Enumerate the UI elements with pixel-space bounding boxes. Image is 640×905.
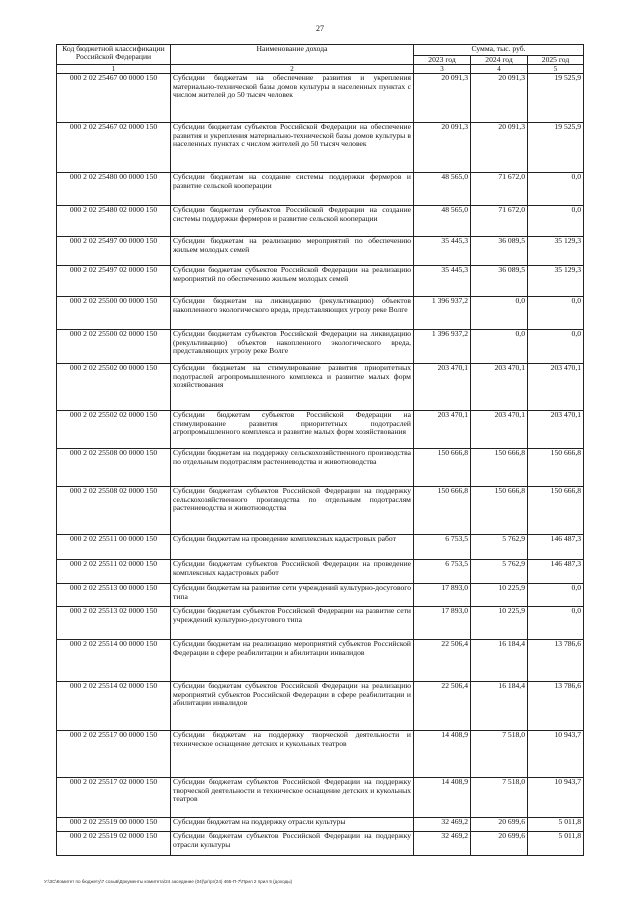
row-value-2024: 36 089,5 <box>471 237 528 266</box>
row-code: 000 2 02 25513 00 0000 150 <box>57 584 171 607</box>
row-value-2024: 10 225,9 <box>471 584 528 607</box>
table-row <box>57 449 584 487</box>
row-value-2025: 150 666,8 <box>528 449 584 487</box>
table-row <box>57 731 584 778</box>
row-value-2025: 203 470,1 <box>528 364 584 411</box>
row-value-2023: 22 506,4 <box>414 682 471 731</box>
row-value-2024: 20 091,3 <box>471 123 528 173</box>
row-value-2023: 150 666,8 <box>414 449 471 487</box>
header-code: Код бюджетной классификации Российской Федерации <box>57 45 171 65</box>
table-row <box>57 364 584 411</box>
row-value-2024: 7 518,0 <box>471 731 528 778</box>
row-value-2024: 0,0 <box>471 297 528 330</box>
header-year-2024: 2024 год <box>471 56 528 65</box>
row-code: 000 2 02 25514 02 0000 150 <box>57 682 171 731</box>
row-value-2025: 5 011,8 <box>528 818 584 832</box>
row-value-2025: 0,0 <box>528 173 584 206</box>
row-value-2023: 1 396 937,2 <box>414 297 471 330</box>
row-value-2025: 150 666,8 <box>528 487 584 535</box>
row-value-2023: 48 565,0 <box>414 206 471 237</box>
row-name: Субсидии бюджетам субъектов Российской Федерации на создание системы поддержки фермеров и развитие сельской кооперации <box>171 206 414 237</box>
table-row <box>57 682 584 731</box>
row-value-2023: 14 408,9 <box>414 778 471 818</box>
column-number-2: 2 <box>171 65 414 74</box>
row-name: Субсидии бюджетам на ликвидацию (рекультивацию) объектов накопленного экологического вреда, представляющих угрозу реке Волге <box>171 297 414 330</box>
row-value-2023: 6 753,5 <box>414 560 471 584</box>
row-value-2024: 203 470,1 <box>471 411 528 449</box>
table-row <box>57 330 584 364</box>
table-row <box>57 640 584 682</box>
row-value-2025: 19 525,9 <box>528 123 584 173</box>
row-value-2025: 13 786,6 <box>528 640 584 682</box>
row-value-2025: 146 487,3 <box>528 535 584 560</box>
row-code: 000 2 02 25517 02 0000 150 <box>57 778 171 818</box>
row-value-2025: 146 487,3 <box>528 560 584 584</box>
row-name: Субсидии бюджетам субъектов Российской Федерации на реализацию мероприятий по обеспечению жильем молодых семей <box>171 266 414 297</box>
row-value-2023: 150 666,8 <box>414 487 471 535</box>
row-value-2023: 32 469,2 <box>414 818 471 832</box>
row-code: 000 2 02 25467 02 0000 150 <box>57 123 171 173</box>
row-name: Субсидии бюджетам субъектов Российской Федерации на поддержку сельскохозяйственного производства по отдельным подотраслям растениеводства и животноводства <box>171 487 414 535</box>
row-value-2025: 10 943,7 <box>528 778 584 818</box>
row-value-2025: 0,0 <box>528 330 584 364</box>
row-value-2023: 20 091,3 <box>414 74 471 123</box>
row-value-2023: 22 506,4 <box>414 640 471 682</box>
row-value-2024: 71 672,0 <box>471 173 528 206</box>
row-value-2023: 35 445,3 <box>414 266 471 297</box>
row-value-2025: 0,0 <box>528 607 584 640</box>
page-number: 27 <box>316 24 324 33</box>
row-name: Субсидии бюджетам на реализацию мероприятий по обеспечению жильем молодых семей <box>171 237 414 266</box>
budget-revenue-table <box>56 44 584 856</box>
row-value-2023: 35 445,3 <box>414 237 471 266</box>
row-value-2024: 10 225,9 <box>471 607 528 640</box>
header-name: Наименование дохода <box>171 45 414 65</box>
row-name: Субсидии бюджетам на проведение комплексных кадастровых работ <box>171 535 414 560</box>
row-value-2024: 20 091,3 <box>471 74 528 123</box>
table-row <box>57 297 584 330</box>
header-year-2025: 2025 год <box>528 56 584 65</box>
row-code: 000 2 02 25502 02 0000 150 <box>57 411 171 449</box>
row-value-2025: 0,0 <box>528 297 584 330</box>
table-row <box>57 535 584 560</box>
table-row <box>57 832 584 856</box>
row-value-2025: 203 470,1 <box>528 411 584 449</box>
row-name: Субсидии бюджетам субъектов Российской Федерации на поддержку отрасли культуры <box>171 832 414 856</box>
row-name: Субсидии бюджетам на обеспечение развития и укрепления материально-технической базы домов культуры в населенных пунктах с числом жителей до 50 тысяч человек <box>171 74 414 123</box>
row-code: 000 2 02 25514 00 0000 150 <box>57 640 171 682</box>
row-value-2023: 20 091,3 <box>414 123 471 173</box>
row-value-2024: 7 518,0 <box>471 778 528 818</box>
row-code: 000 2 02 25500 00 0000 150 <box>57 297 171 330</box>
row-code: 000 2 02 25513 02 0000 150 <box>57 607 171 640</box>
header-year-2023: 2023 год <box>414 56 471 65</box>
row-value-2023: 203 470,1 <box>414 364 471 411</box>
row-code: 000 2 02 25511 00 0000 150 <box>57 535 171 560</box>
table-row <box>57 778 584 818</box>
row-name: Субсидии бюджетам на стимулирование развития приоритетных подотраслей агропромышленного комплекса и развитие малых форм хозяйствования <box>171 364 414 411</box>
row-name: Субсидии бюджетам на поддержку отрасли культуры <box>171 818 414 832</box>
header-sum: Сумма, тыс. руб. <box>414 45 584 56</box>
table-row <box>57 584 584 607</box>
table-row <box>57 266 584 297</box>
column-number-1: 1 <box>57 65 171 74</box>
table-row <box>57 173 584 206</box>
row-code: 000 2 02 25497 02 0000 150 <box>57 266 171 297</box>
row-code: 000 2 02 25519 00 0000 150 <box>57 818 171 832</box>
row-value-2024: 5 762,9 <box>471 560 528 584</box>
row-value-2025: 35 129,3 <box>528 237 584 266</box>
row-value-2024: 16 184,4 <box>471 640 528 682</box>
table-row <box>57 607 584 640</box>
row-name: Субсидии бюджетам субъектов Российской Федерации на проведение комплексных кадастровых работ <box>171 560 414 584</box>
row-code: 000 2 02 25517 00 0000 150 <box>57 731 171 778</box>
table-row <box>57 487 584 535</box>
row-name: Субсидии бюджетам на развитие сети учреждений культурно-досугового типа <box>171 584 414 607</box>
row-name: Субсидии бюджетам на создание системы поддержки фермеров и развитие сельской кооперации <box>171 173 414 206</box>
row-value-2023: 203 470,1 <box>414 411 471 449</box>
row-code: 000 2 02 25508 02 0000 150 <box>57 487 171 535</box>
row-code: 000 2 02 25500 02 0000 150 <box>57 330 171 364</box>
row-code: 000 2 02 25508 00 0000 150 <box>57 449 171 487</box>
row-value-2024: 0,0 <box>471 330 528 364</box>
row-value-2025: 10 943,7 <box>528 731 584 778</box>
row-value-2025: 19 525,9 <box>528 74 584 123</box>
row-value-2024: 150 666,8 <box>471 449 528 487</box>
file-path-footer: У:\ЗС\Комитет по бюджету\7 созыв\Документы комитета\24 заседание (04)\рг\рг(24) 465-П-7\Прил 2 прил 5 (доходы) <box>44 879 293 884</box>
row-value-2023: 14 408,9 <box>414 731 471 778</box>
column-number-5: 5 <box>528 65 584 74</box>
row-value-2024: 16 184,4 <box>471 682 528 731</box>
row-value-2023: 1 396 937,2 <box>414 330 471 364</box>
table-row <box>57 206 584 237</box>
table-row <box>57 123 584 173</box>
table-row <box>57 818 584 832</box>
row-value-2025: 13 786,6 <box>528 682 584 731</box>
row-code: 000 2 02 25497 00 0000 150 <box>57 237 171 266</box>
row-value-2025: 5 011,8 <box>528 832 584 856</box>
row-value-2025: 0,0 <box>528 206 584 237</box>
row-code: 000 2 02 25519 02 0000 150 <box>57 832 171 856</box>
row-name: Субсидии бюджетам на реализацию мероприятий субъектов Российской Федерации в сфере реабилитации и абилитации инвалидов <box>171 640 414 682</box>
row-name: Субсидии бюджетам субъектов Российской Федерации на стимулирование развития приоритетных подотраслей агропромышленного комплекса и развитие малых форм хозяйствования <box>171 411 414 449</box>
table-row <box>57 411 584 449</box>
row-code: 000 2 02 25480 00 0000 150 <box>57 173 171 206</box>
row-value-2023: 48 565,0 <box>414 173 471 206</box>
row-name: Субсидии бюджетам субъектов Российской Федерации на поддержку творческой деятельности и техническое оснащение детских и кукольных театров <box>171 778 414 818</box>
row-value-2023: 6 753,5 <box>414 535 471 560</box>
row-name: Субсидии бюджетам субъектов Российской Федерации на реализацию мероприятий субъектов Российской Федерации в сфере реабилитации и абилитации инвалидов <box>171 682 414 731</box>
row-code: 000 2 02 25511 02 0000 150 <box>57 560 171 584</box>
row-name: Субсидии бюджетам на поддержку творческой деятельности и техническое оснащение детских и кукольных театров <box>171 731 414 778</box>
table-row <box>57 237 584 266</box>
row-value-2023: 17 893,0 <box>414 584 471 607</box>
row-value-2024: 71 672,0 <box>471 206 528 237</box>
row-value-2024: 150 666,8 <box>471 487 528 535</box>
row-name: Субсидии бюджетам на поддержку сельскохозяйственного производства по отдельным подотраслям растениеводства и животноводства <box>171 449 414 487</box>
row-value-2023: 17 893,0 <box>414 607 471 640</box>
row-code: 000 2 02 25480 02 0000 150 <box>57 206 171 237</box>
row-name: Субсидии бюджетам субъектов Российской Федерации на ликвидацию (рекультивацию) объектов накопленного экологического вреда, представляющих угрозу реке Волге <box>171 330 414 364</box>
row-value-2024: 20 699,6 <box>471 818 528 832</box>
column-number-3: 3 <box>414 65 471 74</box>
row-code: 000 2 02 25467 00 0000 150 <box>57 74 171 123</box>
row-value-2025: 35 129,3 <box>528 266 584 297</box>
row-value-2023: 32 469,2 <box>414 832 471 856</box>
column-number-4: 4 <box>471 65 528 74</box>
row-name: Субсидии бюджетам субъектов Российской Федерации на обеспечение развития и укрепления материально-технической базы домов культуры в населенных пунктах с числом жителей до 50 тысяч человек <box>171 123 414 173</box>
table-row <box>57 74 584 123</box>
row-name: Субсидии бюджетам субъектов Российской Федерации на развитие сети учреждений культурно-досугового типа <box>171 607 414 640</box>
row-value-2024: 20 699,6 <box>471 832 528 856</box>
row-code: 000 2 02 25502 00 0000 150 <box>57 364 171 411</box>
row-value-2025: 0,0 <box>528 584 584 607</box>
row-value-2024: 203 470,1 <box>471 364 528 411</box>
row-value-2024: 36 089,5 <box>471 266 528 297</box>
table-row <box>57 560 584 584</box>
row-value-2024: 5 762,9 <box>471 535 528 560</box>
